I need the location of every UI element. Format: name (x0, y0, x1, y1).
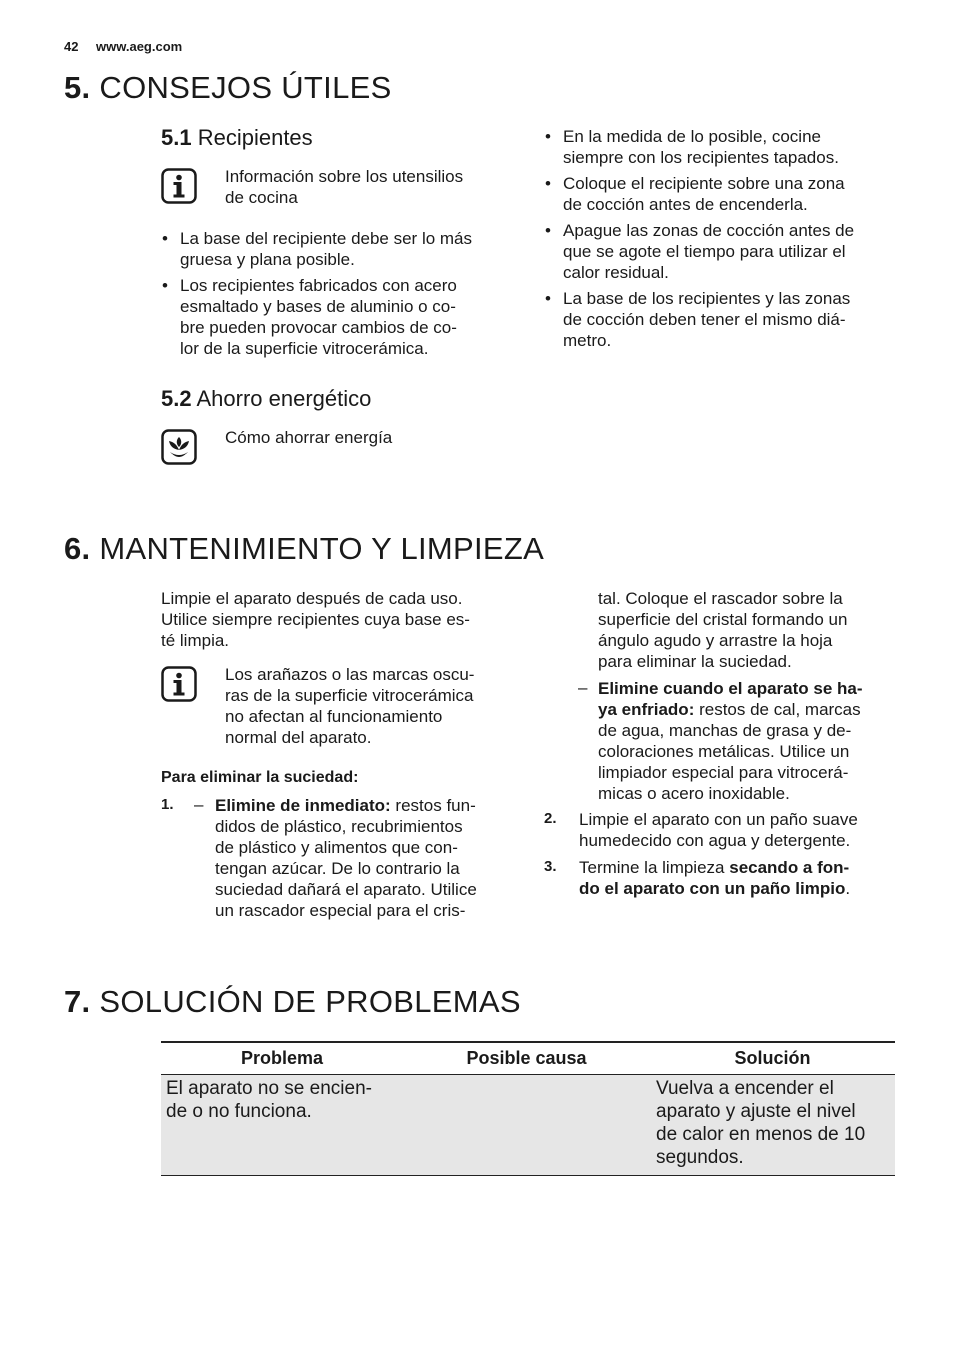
list-item: • La base del recipiente debe ser lo más gruesa y plana posible. (162, 229, 473, 269)
eco-note-text: Cómo ahorrar energía (225, 428, 393, 447)
list-item: • Coloque el recipiente sobre una zona de cocción antes de encenderla. (545, 174, 845, 214)
page-url: www.aeg.com (96, 39, 183, 54)
section-5-2-number: 5.2 (161, 386, 192, 411)
cell-solution: Vuelva a encender el aparato y ajuste el nivel de calor en menos de 10 segundos. (650, 1075, 895, 1176)
section-5-title (64, 70, 392, 106)
page-number: 42 (64, 39, 79, 54)
troubleshooting-table (161, 1041, 895, 1176)
section-5-2-title-text: Ahorro energético (196, 386, 372, 411)
bullets-right (544, 126, 914, 356)
dash: – (194, 795, 204, 814)
column-header-solution: Solución (650, 1042, 895, 1075)
list-item: • Los recipientes fabricados con acero esmaltado y bases de aluminio o co- bre pueden provocar cambios de co- lor de la superficie vitrocerámica. (162, 276, 457, 358)
section-6-number: 6. (64, 531, 91, 566)
step-2-text: Limpie el aparato con un paño suave humedecido con agua y detergente. (579, 810, 858, 850)
info-icon (161, 168, 197, 204)
list-item: • Apague las zonas de cocción antes de que se agote el tiempo para utilizar el calor residual. (545, 221, 855, 282)
section-7-title (64, 984, 521, 1020)
step-1a-continued: tal. Coloque el rascador sobre la superficie del cristal formando un ángulo agudo y arrastre la hoja para eliminar la suciedad. (598, 589, 848, 671)
table-header-row (161, 1042, 895, 1075)
cell-cause (403, 1075, 650, 1176)
section-5-1-title (161, 125, 313, 151)
column-header-problem: Problema (161, 1042, 403, 1075)
bullets-left (161, 228, 521, 364)
info-note-line: de cocina (225, 188, 298, 207)
section-5-number: 5. (64, 70, 91, 105)
step-1-number: 1. (161, 796, 174, 813)
column-header-cause: Posible causa (403, 1042, 650, 1075)
step-1a-text: Elimine de inmediato: restos fun- didos de plástico, recubrimientos de plástico y alimentos que con- tengan azúcar. De lo contrario la suciedad dañará el aparato. Utilice un rascador especial para el cris- (215, 796, 477, 920)
table-row (161, 1075, 895, 1176)
eco-leaf-icon (161, 429, 197, 465)
section-7-title-text: SOLUCIÓN DE PROBLEMAS (99, 984, 521, 1019)
section-6-title (64, 531, 544, 567)
maintenance-intro: Limpie el aparato después de cada uso. Utilice siempre recipientes cuya base es- té limpia. (161, 589, 470, 650)
section-5-title-text: CONSEJOS ÚTILES (99, 70, 392, 105)
step-3-text: Termine la limpieza secando a fon- do el aparato con un paño limpio. (579, 858, 851, 898)
section-6-title-text: MANTENIMIENTO Y LIMPIEZA (99, 531, 545, 566)
info-note-scratches: Los arañazos o las marcas oscu- ras de la superficie vitrocerámica no afectan al funcionamiento normal del aparato. (225, 665, 475, 747)
cell-problem: El aparato no se encien- de o no funciona. (161, 1075, 403, 1176)
section-5-2-title (161, 386, 371, 412)
section-5-1-number: 5.1 (161, 125, 192, 150)
info-note-line: Información sobre los utensilios (225, 167, 464, 186)
info-note-utensils (225, 166, 463, 208)
dash: – (578, 678, 588, 697)
step-3-number: 3. (544, 858, 557, 875)
section-7-number: 7. (64, 984, 91, 1019)
list-item: • La base de los recipientes y las zonas de cocción deben tener el mismo diá- metro. (545, 289, 851, 350)
step-1b-text: Elimine cuando el aparato se ha- ya enfriado: restos de cal, marcas de agua, manchas de grasa y de- coloraciones metálicas. Utilice un limpiador especial para vitrocerá- micas o acero inoxidable. (598, 679, 863, 803)
section-5-1-title-text: Recipientes (197, 125, 313, 150)
steps-heading: Para eliminar la suciedad: (161, 769, 359, 786)
info-icon (161, 666, 197, 702)
step-2-number: 2. (544, 810, 557, 827)
list-item: • En la medida de lo posible, cocine siempre con los recipientes tapados. (545, 127, 839, 167)
